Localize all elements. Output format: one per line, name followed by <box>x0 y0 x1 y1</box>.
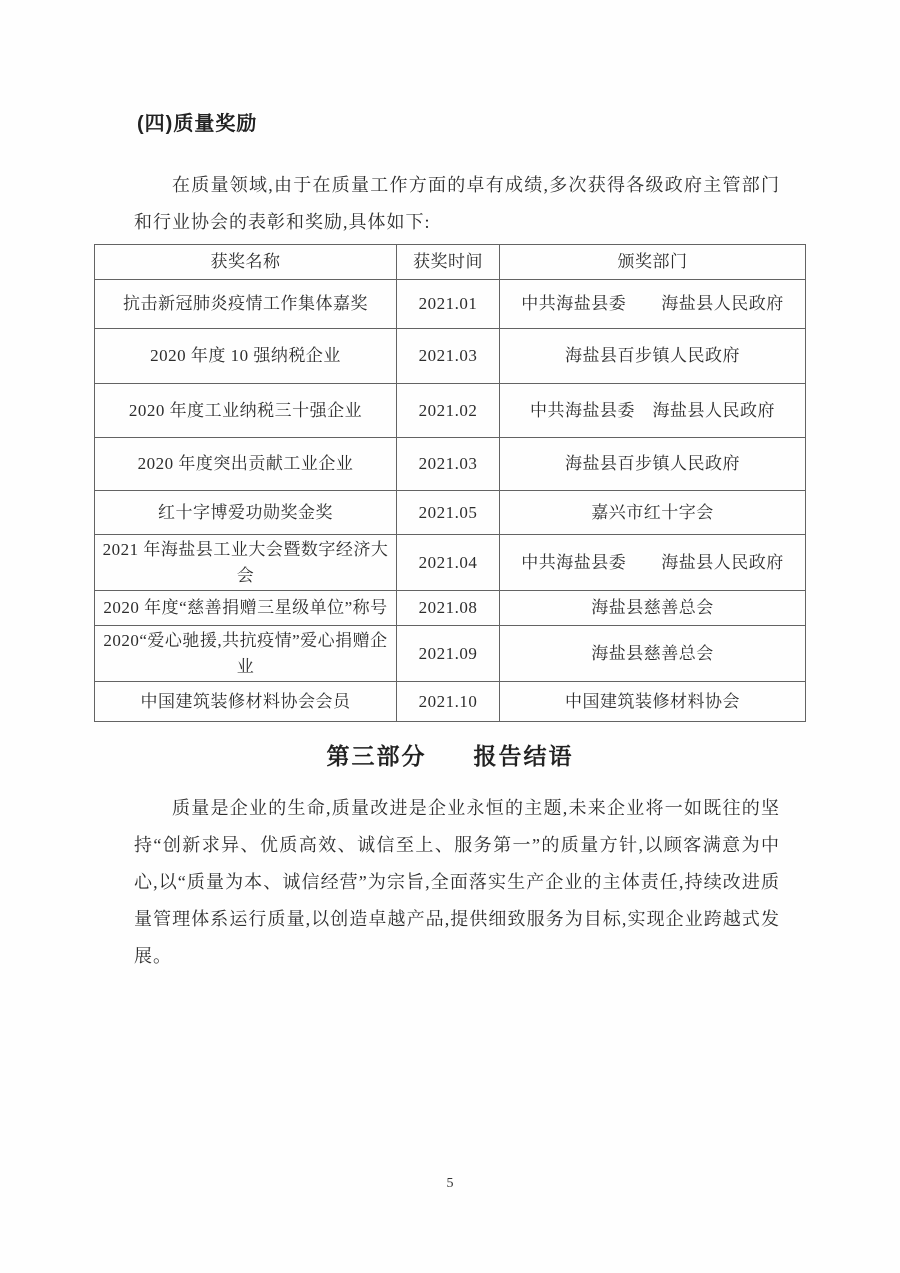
column-header-award-time: 获奖时间 <box>397 245 500 280</box>
intro-paragraph: 在质量领域,由于在质量工作方面的卓有成绩,多次获得各级政府主管部门和行业协会的表彰和奖励,具体如下: <box>134 175 780 232</box>
award-name-cell: 2020 年度工业纳税三十强企业 <box>95 384 397 438</box>
awards-table <box>94 244 806 722</box>
award-name-cell: 2020 年度 10 强纳税企业 <box>95 329 397 384</box>
award-dept-cell: 中共海盐县委 海盐县人民政府 <box>500 280 806 329</box>
award-name-cell: 中国建筑装修材料协会会员 <box>95 682 397 722</box>
table-row <box>95 384 806 438</box>
award-time-cell: 2021.02 <box>397 384 500 438</box>
award-name-cell: 2020 年度“慈善捐赠三星级单位”称号 <box>95 591 397 626</box>
table-row <box>95 682 806 722</box>
award-dept-cell: 中共海盐县委 海盐县人民政府 <box>500 384 806 438</box>
part-label: 第三部分 <box>326 743 427 769</box>
page-number: 5 <box>446 1176 454 1191</box>
section-heading-quality-awards: (四)质量奖励 <box>137 113 258 135</box>
award-name-cell: 红十字博爱功勋奖金奖 <box>95 491 397 535</box>
award-dept-cell: 海盐县慈善总会 <box>500 591 806 626</box>
award-time-cell: 2021.04 <box>397 535 500 591</box>
column-header-award-name: 获奖名称 <box>95 245 397 280</box>
award-dept-cell: 海盐县百步镇人民政府 <box>500 329 806 384</box>
table-row <box>95 535 806 591</box>
table-row <box>95 329 806 384</box>
award-dept-cell: 中国建筑装修材料协会 <box>500 682 806 722</box>
part-three-heading <box>0 743 900 770</box>
table-row <box>95 591 806 626</box>
award-dept-cell: 海盐县慈善总会 <box>500 626 806 682</box>
conclusion-paragraph: 质量是企业的生命,质量改进是企业永恒的主题,未来企业将一如既往的坚持“创新求异、优质高效、诚信至上、服务第一”的质量方针,以顾客满意为中心,以“质量为本、诚信经营”为宗旨,全面落实生产企业的主体责任,持续改进质量管理体系运行质量,以创造卓越产品,提供细致服务为目标,实现企业跨越式发展。 <box>134 798 780 966</box>
award-time-cell: 2021.01 <box>397 280 500 329</box>
award-time-cell: 2021.05 <box>397 491 500 535</box>
award-dept-cell: 嘉兴市红十字会 <box>500 491 806 535</box>
table-row <box>95 280 806 329</box>
table-row <box>95 626 806 682</box>
award-name-cell: 抗击新冠肺炎疫情工作集体嘉奖 <box>95 280 397 329</box>
column-header-award-dept: 颁奖部门 <box>500 245 806 280</box>
table-row <box>95 438 806 491</box>
award-time-cell: 2021.09 <box>397 626 500 682</box>
award-name-cell: 2020 年度突出贡献工业企业 <box>95 438 397 491</box>
award-time-cell: 2021.10 <box>397 682 500 722</box>
award-time-cell: 2021.08 <box>397 591 500 626</box>
award-dept-cell: 海盐县百步镇人民政府 <box>500 438 806 491</box>
table-header-row <box>95 245 806 280</box>
award-name-cell: 2021 年海盐县工业大会暨数字经济大会 <box>95 535 397 591</box>
table-row <box>95 491 806 535</box>
award-time-cell: 2021.03 <box>397 438 500 491</box>
award-name-cell: 2020“爱心驰援,共抗疫情”爱心捐赠企业 <box>95 626 397 682</box>
award-time-cell: 2021.03 <box>397 329 500 384</box>
part-title: 报告结语 <box>473 743 574 769</box>
award-dept-cell: 中共海盐县委 海盐县人民政府 <box>500 535 806 591</box>
